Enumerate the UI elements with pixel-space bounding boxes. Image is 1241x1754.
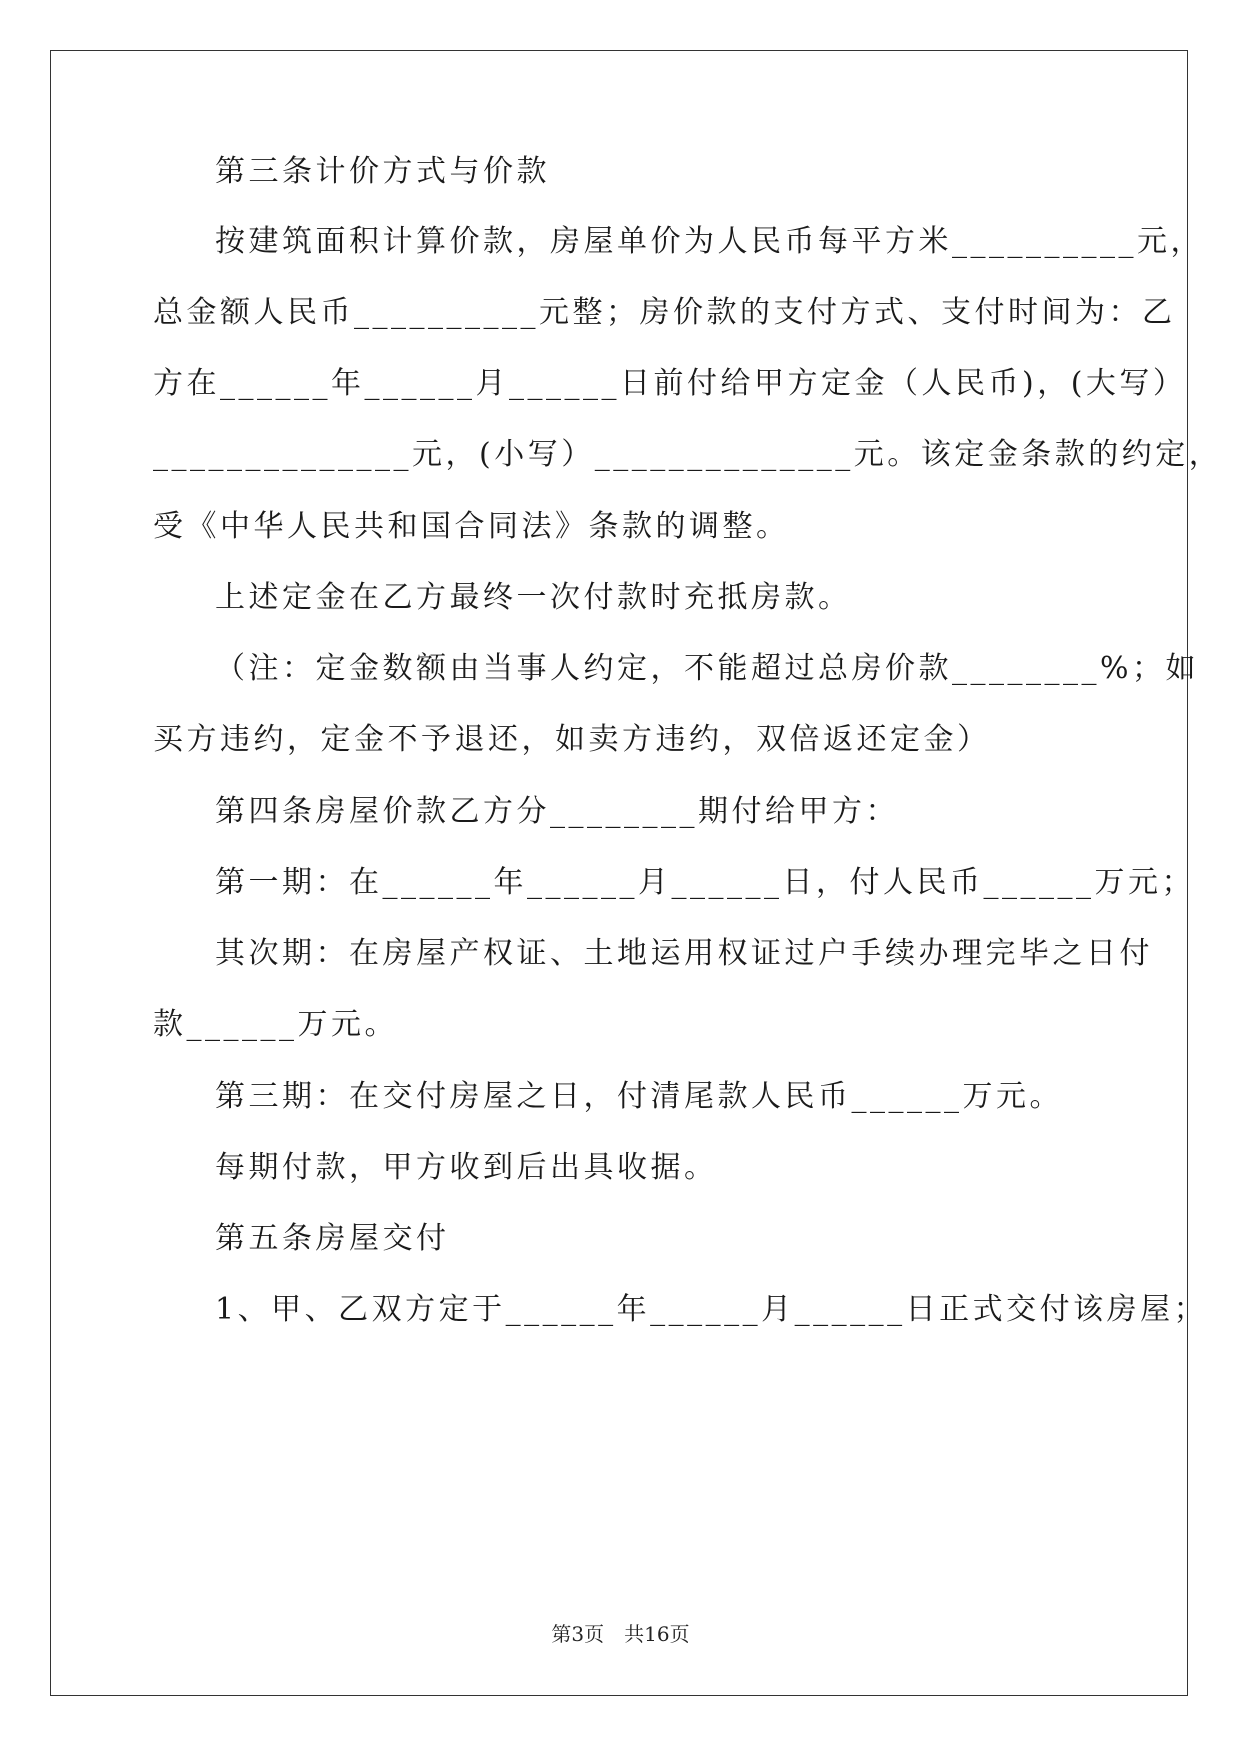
- payment-phase-2: 其次期：在房屋产权证、土地运用权证过户手续办理完毕之日付: [215, 936, 1153, 971]
- note-line: （注：定金数额由当事人约定，不能超过总房价款________%；如: [215, 651, 1200, 686]
- paragraph-line: 上述定金在乙方最终一次付款时充抵房款。: [215, 580, 852, 615]
- paragraph-line: 总金额人民币__________元整；房价款的支付方式、支付时间为：乙: [153, 295, 1176, 330]
- page-number-footer: 第3页 共16页: [551, 1622, 690, 1646]
- paragraph-line: 每期付款，甲方收到后出具收据。: [215, 1150, 718, 1185]
- article-5-heading: 第五条房屋交付: [215, 1221, 450, 1256]
- article-3-heading: 第三条计价方式与价款: [215, 154, 550, 189]
- payment-phase-3: 第三期：在交付房屋之日，付清尾款人民币______万元。: [215, 1079, 1063, 1114]
- note-line: 买方违约，定金不予退还，如卖方违约，双倍返还定金）: [153, 722, 991, 757]
- delivery-clause-1: 1、甲、乙双方定于______年______月______日正式交付该房屋；: [215, 1292, 1208, 1327]
- payment-phase-1: 第一期：在______年______月______日，付人民币______万元；: [215, 865, 1195, 900]
- paragraph-line: ______________元，(小写）______________元。该定金条款的约定，: [153, 437, 1223, 472]
- paragraph-line: 方在______年______月______日前付给甲方定金（人民币)，(大写）: [153, 366, 1187, 401]
- payment-phase-2-cont: 款______万元。: [153, 1007, 398, 1042]
- paragraph-line: 按建筑面积计算价款，房屋单价为人民币每平方米__________元，: [215, 224, 1204, 259]
- article-4-heading: 第四条房屋价款乙方分________期付给甲方：: [215, 794, 899, 829]
- paragraph-line: 受《中华人民共和国合同法》条款的调整。: [153, 509, 790, 544]
